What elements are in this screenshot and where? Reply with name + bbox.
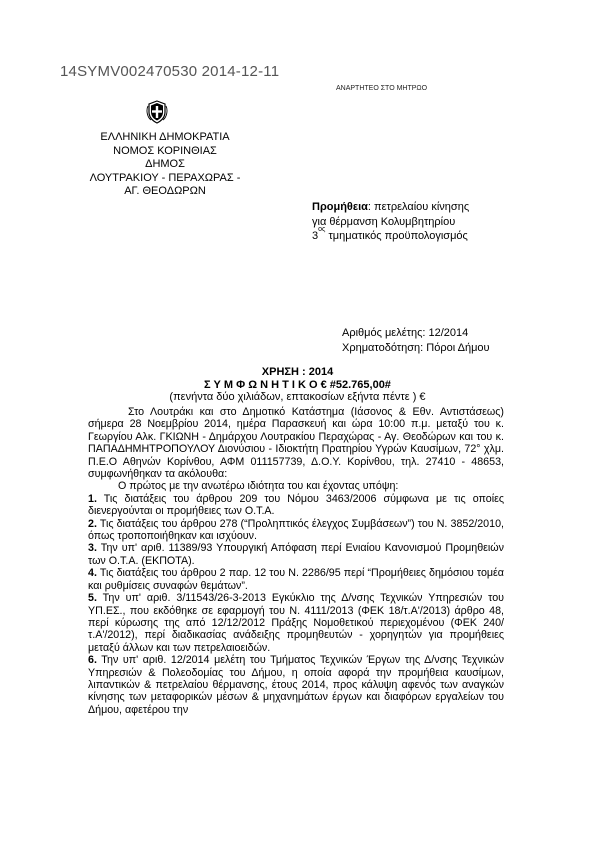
clause-text: Την υπ' αριθ. 11389/93 Υπουργική Απόφαση περί Ενιαίου Κανονισμού Προμηθειών των Ο.Τ.Α. (ΕΚΠΟΤΑ). [88, 542, 504, 567]
study-info [342, 326, 490, 355]
clause-text: Τις διατάξεις του άρθρου 209 του Νόμου 3463/2006 σύμφωνα με τις οποίες διενεργούνται οι προμήθειες των Ο.Τ.Α. [88, 492, 504, 518]
clause-text: Τις διατάξεις του άρθρου 278 (“Προληπτικός έλεγχος Συμβάσεων”) του Ν. 3852/2010, όπως τροποποιήθηκαν και ισχύουν. [88, 517, 504, 543]
funding-source: Χρηματοδότηση: Πόροι Δήμου [342, 341, 490, 354]
authority-line: ΔΗΜΟΣ [145, 158, 185, 170]
clause-number: 6. [88, 654, 97, 667]
authority-line: ΕΛΛΗΝΙΚΗ ΔΗΜΟΚΡΑΤΙΑ [100, 131, 230, 143]
clause-number: 4. [88, 567, 97, 580]
intro-considering: Ο πρώτος με την ανωτέρω ιδιότητα του και έχοντας υπόψη: [118, 480, 399, 493]
issuing-authority [80, 131, 250, 199]
registry-note: ΑΝΑΡΤΗΤΕΟ ΣΤΟ ΜΗΤΡΩΟ [336, 85, 428, 92]
subject-block [312, 200, 572, 244]
contract-body [88, 406, 504, 716]
clause-text: Τις διατάξεις του άρθρου 2 παρ. 12 του Ν. 2286/95 περί “Προμήθειες δημόσιου τομέα και ρυθμίσεις συναφών θεμάτων”. [88, 567, 504, 592]
subject-number: 3 [312, 230, 319, 242]
clause-item [88, 592, 504, 654]
authority-line: ΑΓ. ΘΕΟΔΩΡΩΝ [124, 185, 206, 197]
clause-item [88, 518, 504, 543]
clause-text: Την υπ' αριθ. 3/11543/26-3-2013 Εγκύκλιο της Δ/νσης Τεχνικών Υπηρεσιών του ΥΠ.ΕΣ., που εκδόθηκε σε εφαρμογή του Ν. 4111/2013 (ΦΕΚ 18/τ.Α'/2013) άρθρο 48, περί κύρωσης της από 12/12/2012 Πράξης Νομοθετικού περιεχομένου (ΦΕΚ 240/τ.Α'/2012), περί διαδικασίας ανάδειξης προμηθευτών - χορηγητών για προμήθειες μεταξύ άλλων και των πετρελαιοειδών. [88, 592, 504, 654]
subject-text: για θέρμανση Κολυμβητηρίου [312, 215, 456, 228]
contract-title: Σ Υ Μ Φ Ω Ν Η Τ Ι Κ Ο € #52.765,00# [204, 378, 391, 391]
subject-ordinal: ος [318, 226, 326, 233]
clause-item [88, 493, 504, 518]
subject-text: : πετρελαίου κίνησης [367, 201, 470, 213]
subject-text: τμηματικός προϋπολογισμός [325, 230, 468, 242]
clause-number: 2. [88, 517, 97, 530]
contract-heading [60, 366, 535, 404]
clause-number: 3. [88, 542, 97, 555]
greek-coat-of-arms-icon [146, 100, 168, 124]
clause-item [88, 542, 504, 567]
authority-line: ΛΟΥΤΡΑΚΙΟΥ - ΠΕΡΑΧΩΡΑΣ - [89, 171, 241, 184]
intro-paragraph: Στο Λουτράκι και στο Δημοτικό Κατάστημα (Ιάσονος & Εθν. Αντιστάσεως) σήμερα 28 Νοεμβρίου 2014, ημέρα Παρασκευή και ώρα 10:00 π.μ. μεταξύ του κ. Γεωργίου Αλκ. ΓΚΙΩΝΗ - Δημάρχου Λουτρακίου Περαχώρας - Αγ. Θεοδώρων και του κ. ΠΑΠΑΔΗΜΗΤΡΟΠΟΥΛΟΥ Διονύσιου - Ιδιοκτήτη Πρατηρίου Υγρών Καυσίμων, 72° χλμ. Π.Ε.Ο Αθηνών Κορίνθου, ΑΦΜ 011157739, Δ.Ο.Υ. Κορίνθου, τηλ. 27410 - 48653, συμφωνήθηκαν τα ακόλουθα: [88, 406, 504, 481]
clause-item [88, 567, 504, 592]
study-number: Αριθμός μελέτης: 12/2014 [342, 327, 469, 339]
fiscal-year: ΧΡΗΣΗ : 2014 [261, 366, 334, 378]
clause-number: 1. [88, 492, 97, 505]
clause-item [88, 654, 504, 716]
amount-in-words: (πενήντα δύο χιλιάδων, επτακοσίων εξήντα πέντε ) € [169, 391, 426, 403]
subject-label: Προμήθεια [312, 201, 368, 213]
authority-line: ΝΟΜΟΣ ΚΟΡΙΝΘΙΑΣ [113, 144, 217, 157]
diavgeia-code: 14SYMV002470530 2014-12-11 [60, 63, 280, 80]
clause-text: Την υπ' αριθ. 12/2014 μελέτη του Τμήματος Τεχνικών Έργων της Δ/νσης Τεχνικών Υπηρεσιών & Πολεοδομίας του Δήμου, η οποία αφορά την προμήθεια καυσίμων, λιπαντικών & πετρελαίου θέρμανσης, έτους 2014, προς κάλυψη αφενός των αναγκών κίνησης των μεταφορικών μέσων & μηχανημάτων έργων και διαφόρων εργαλείων του Δήμου, αφετέρου την [88, 654, 504, 716]
clause-number: 5. [88, 592, 97, 605]
